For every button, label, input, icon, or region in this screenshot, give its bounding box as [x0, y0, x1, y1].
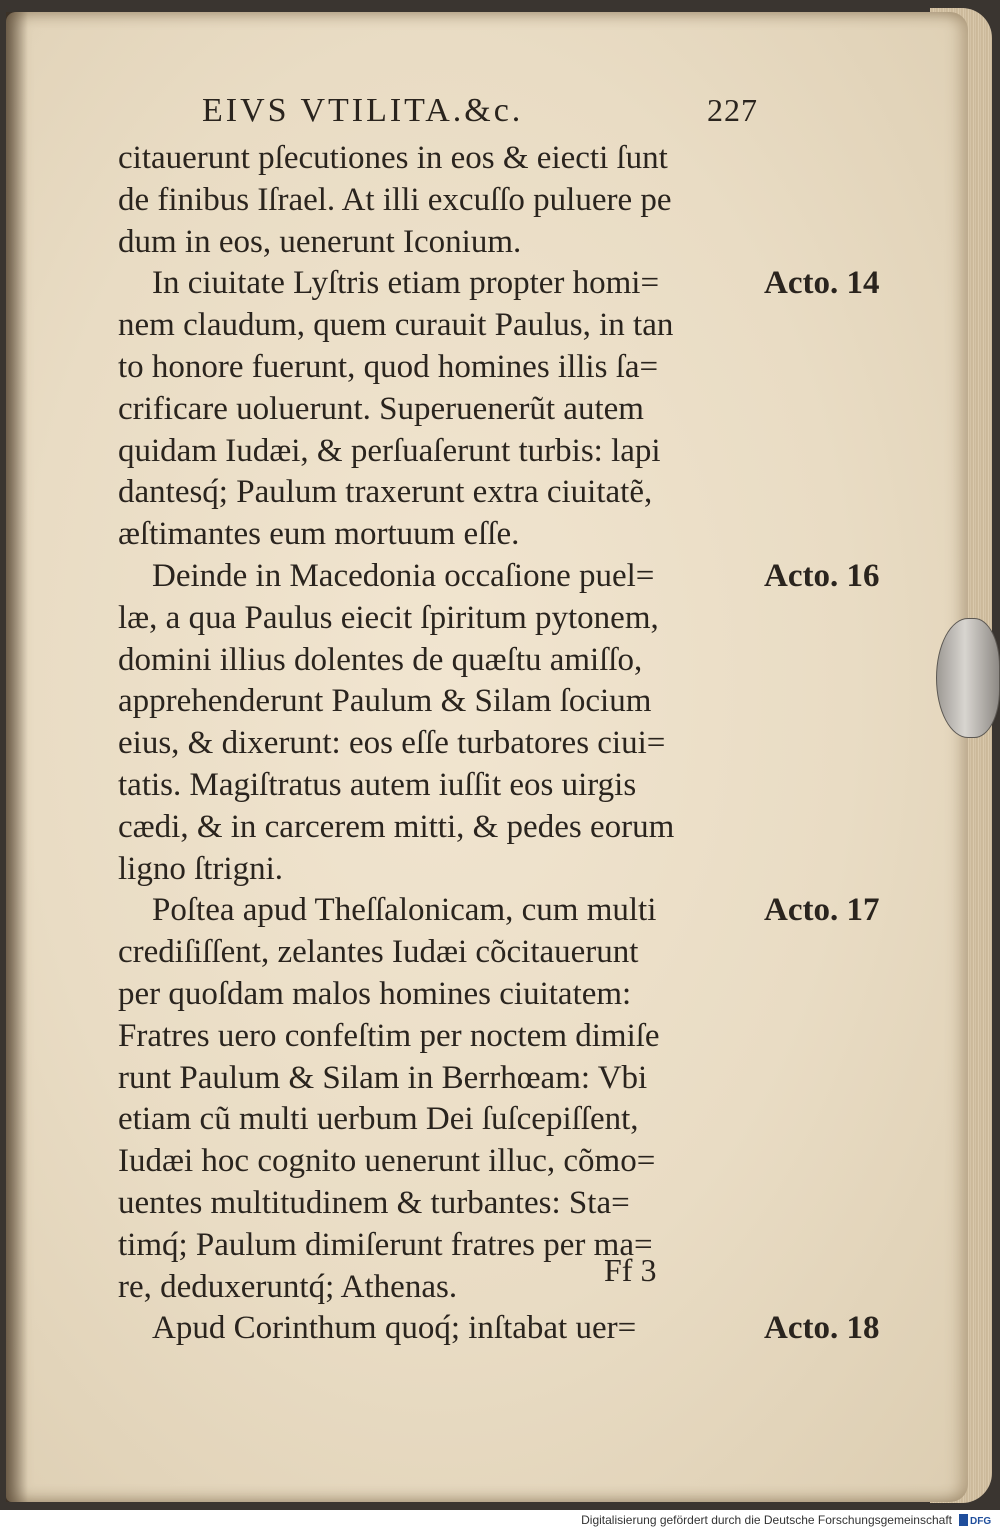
dfg-logo — [958, 1512, 992, 1528]
text-line: dum in eos, uenerunt Iconium. — [118, 223, 522, 260]
metal-clip — [936, 618, 1000, 738]
text-line: ligno ſtrigni. — [118, 850, 283, 887]
text-line: crediſiſſent, zelantes Iudæi cõcitauerunt — [118, 934, 639, 971]
text-line: runt Paulum & Silam in Berrhœam: Vbi — [118, 1059, 648, 1096]
text-line: quidam Iudæi, & perſuaſerunt turbis: lapi — [118, 432, 661, 469]
text-line: cædi, & in carcerem mitti, & pedes eorum — [118, 808, 675, 845]
signature-mark: Ff 3 — [604, 1252, 657, 1288]
text-line: apprehenderunt Paulum & Silam ſocium — [118, 683, 652, 720]
text-line: In ciuitate Lyſtris etiam propter homi= — [152, 265, 660, 302]
text-line: de finibus Iſrael. At illi excuſſo puluere pe — [118, 181, 672, 218]
text-line: per quoſdam malos homines ciuitatem: — [118, 975, 632, 1012]
gutter-shadow — [6, 12, 28, 1502]
text-line: Iudæi hoc cognito uenerunt illuc, cõmo= — [118, 1143, 656, 1180]
text-line: eius, & dixerunt: eos eſſe turbatores ciui= — [118, 725, 666, 762]
text-line: to honore fuerunt, quod homines illis ſa= — [118, 348, 659, 385]
footer-credit: Digitalisierung gefördert durch die Deutsche Forschungsgemeinschaft — [581, 1513, 952, 1527]
margin-note: Acto. 14 — [764, 265, 880, 302]
text-line: domini illius dolentes de quæſtu amiſſo, — [118, 641, 643, 678]
text-line: læ, a qua Paulus eiecit ſpiritum pytonem, — [118, 599, 659, 636]
running-title: EIVS VTILITA.&c. — [202, 92, 524, 129]
text-line: nem claudum, quem curauit Paulus, in tan — [118, 307, 674, 344]
text-line: re, deduxeruntq́; Athenas. — [118, 1268, 458, 1305]
text-line: timq́; Paulum dimiſerunt fratres per ma= — [118, 1226, 653, 1263]
margin-note: Acto. 17 — [764, 892, 880, 929]
margin-note: Acto. 18 — [764, 1310, 880, 1347]
folio-number: 227 — [707, 92, 758, 128]
dfg-logo-text: DFG — [970, 1516, 992, 1527]
dfg-logo-mark — [959, 1514, 968, 1526]
text-line: Poſtea apud Theſſalonicam, cum multi — [152, 892, 657, 929]
text-line: etiam cũ multi uerbum Dei ſuſcepiſſent, — [118, 1101, 639, 1138]
text-line: citauerunt pſecutiones in eos & eiecti ſunt — [118, 140, 668, 176]
footer-bar — [0, 1510, 1000, 1531]
text-line: crificare uoluerunt. Superuenerũt autem — [118, 390, 644, 427]
text-line: uentes multitudinem & turbantes: Sta= — [118, 1184, 630, 1221]
text-line: tatis. Magiſtratus autem iuſſit eos uirgis — [118, 766, 637, 803]
text-line: dantesq́; Paulum traxerunt extra ciuitatẽ, — [118, 474, 653, 511]
margin-note: Acto. 16 — [764, 558, 880, 594]
running-head — [118, 92, 758, 142]
text-line: Apud Corinthum quoq́; inſtabat uer= — [152, 1310, 637, 1347]
text-line: Fratres uero confeſtim per noctem dimiſe — [118, 1017, 660, 1054]
main-text — [118, 138, 758, 1350]
text-line: æſtimantes eum mortuum eſſe. — [118, 516, 520, 553]
text-line: Deinde in Macedonia occaſione puel= — [152, 557, 655, 594]
